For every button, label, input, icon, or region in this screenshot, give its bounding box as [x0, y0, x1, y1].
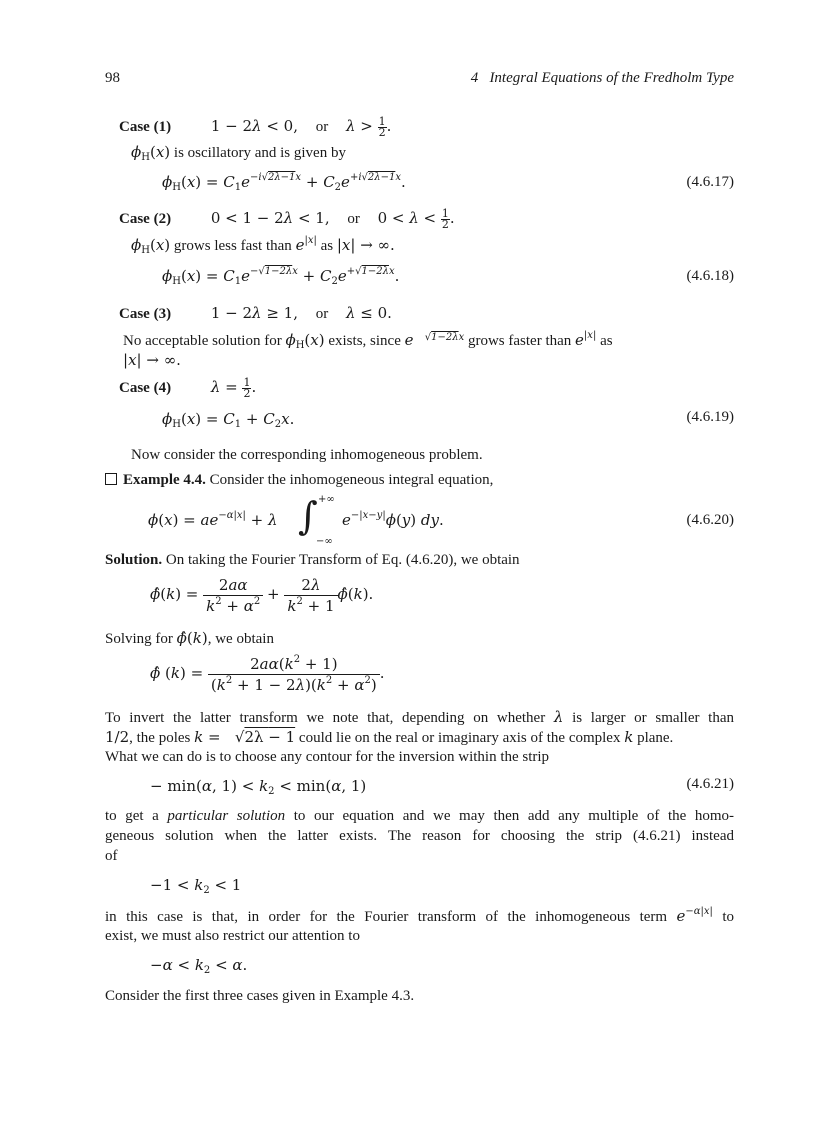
integral-body: $e^{-|x-y|}\phi(y)$ dy. — [342, 510, 444, 529]
inversion-line-2: 1/2, the poles k = √2λ − 1 could lie on the real or imaginary axis of the complex k plane. — [105, 728, 674, 746]
running-title: 4 Integral Equations of the Fredholm Type — [470, 70, 734, 86]
case-3-text-line-2: |x| → ∞. — [123, 351, 181, 369]
equation-4-6-17: $\phi_H(x) = C_1e^{-i√2\lambda-1x} + C_2e^{+i√2\lambda-1x}$. — [162, 172, 406, 193]
inversion-line-1: To invert the latter transform we note that, depending on whether λ is larger or smaller than — [105, 708, 735, 726]
case-3-heading: Case (3) 1 − 2λ ≥ 1, or λ ≤ 0. — [119, 304, 392, 322]
solution-text: On taking the Fourier Transform of Eq. (4.6.20), we obtain — [165, 552, 520, 568]
inhom-line-1: in this case is that, in order for the Fourier transform of the inhomogeneous term $e^{-\alpha|x|}$ to — [105, 906, 735, 925]
solved-equation: ϕ̂ (k) = $\frac{2a\alpha(k^2 + 1)}{(k^2 + 1 - 2\lambda)(k^2 + \alpha^2)}$ . — [150, 654, 385, 694]
inhom-line-2: exist, we must also restrict our attention to — [105, 928, 360, 944]
case-2-heading: Case (2) 0 < 1 − 2λ < 1, or 0 < λ < $\frac{1}{2}$ . — [119, 206, 455, 231]
equation-4-6-20: $\phi(x) = ae^{-\alpha|x|} + \lambda$ — [148, 510, 278, 529]
equation-4-6-19: $\phi_H(x) = C_1 + C_2x$. — [162, 410, 295, 430]
case-1-condition: 1 − 2λ < 0, — [210, 117, 298, 135]
page-number: 98 — [105, 70, 120, 86]
eq-number-4-6-21: (4.6.21) — [686, 776, 734, 792]
strip-equation: $-1 < k_2 < 1$ — [150, 876, 242, 896]
solution-paragraph — [105, 550, 520, 570]
integral-lower-limit: −∞ — [316, 536, 333, 547]
case-2-condition: 0 < 1 − 2λ < 1, — [210, 209, 330, 227]
case-3-condition: 1 − 2λ ≥ 1, — [210, 304, 298, 322]
solving-for-line: Solving for ϕ̂(k), we obtain — [105, 629, 274, 647]
fourier-equation: ϕ̂(k) = $\frac{2a\alpha}{k^2 + \alpha^2}$ + $\frac{2\lambda}{k^2 + 1}$ ϕ̂(k). — [150, 576, 374, 615]
integral-upper-limit: +∞ — [318, 494, 335, 505]
integral-sign: ∫ — [298, 494, 318, 538]
case-2-label: Case (2) — [119, 211, 172, 227]
eq-number-4-6-19: (4.6.19) — [686, 409, 734, 425]
example-label: Example 4.4. — [123, 472, 206, 488]
case-4-heading — [119, 377, 256, 399]
case-1-heading: Case (1) 1 − 2λ < 0, or λ > $\frac{1}{2}$ . — [119, 114, 392, 139]
case-3-label: Case (3) — [119, 306, 172, 322]
inhomogeneous-intro: Now consider the corresponding inhomogeneous problem. — [131, 447, 483, 463]
case-4-condition: λ = $\frac{1}{2}$ . — [210, 375, 257, 400]
eq-number-4-6-20: (4.6.20) — [686, 512, 734, 528]
alpha-strip-equation: $-\alpha < k_2 < \alpha$. — [150, 956, 248, 976]
case-1-description: $\phi_H(x)$ is oscillatory and is given by — [131, 143, 346, 163]
case-2-description: $\phi_H(x)$ grows less fast than $e^{|x|}$ as |x| → ∞. — [131, 235, 395, 256]
equation-4-6-21: − min(α, $1) < k_2 < \min(\alpha$, 1) — [150, 777, 367, 797]
eq-number-4-6-17: (4.6.17) — [686, 174, 734, 190]
case-1-label: Case (1) — [119, 119, 172, 135]
solution-label: Solution. — [105, 552, 163, 568]
particular-line-2: geneous solution when the latter exists. The reason for choosing the strip (4.6.21) instead — [105, 828, 734, 844]
eq-number-4-6-18: (4.6.18) — [686, 268, 734, 284]
example-4-4 — [105, 470, 493, 490]
particular-line-3: of — [105, 848, 118, 864]
example-text: Consider the inhomogeneous integral equation, — [209, 472, 494, 488]
closing-line: Consider the first three cases given in Example 4.3. — [105, 988, 415, 1004]
equation-4-6-18: $\phi_H(x) = C_1e^{-√1-2\lambda x} + C_2e^{+√1-2\lambda x}$. — [162, 266, 400, 287]
inversion-line-3: What we can do is to choose any contour for the inversion within the strip — [105, 749, 550, 765]
case-3-text-line-1: No acceptable solution for $\phi_H(x)$ exists, since e $^{√1-2\lambda x}$ grows faster than $e^{|x|}$ as — [123, 330, 613, 351]
case-4-label: Case (4) — [119, 380, 172, 396]
example-box-icon — [105, 473, 117, 485]
particular-line-1: to get a particular solution to our equation and we may then add any multiple of the homo- — [105, 808, 735, 824]
